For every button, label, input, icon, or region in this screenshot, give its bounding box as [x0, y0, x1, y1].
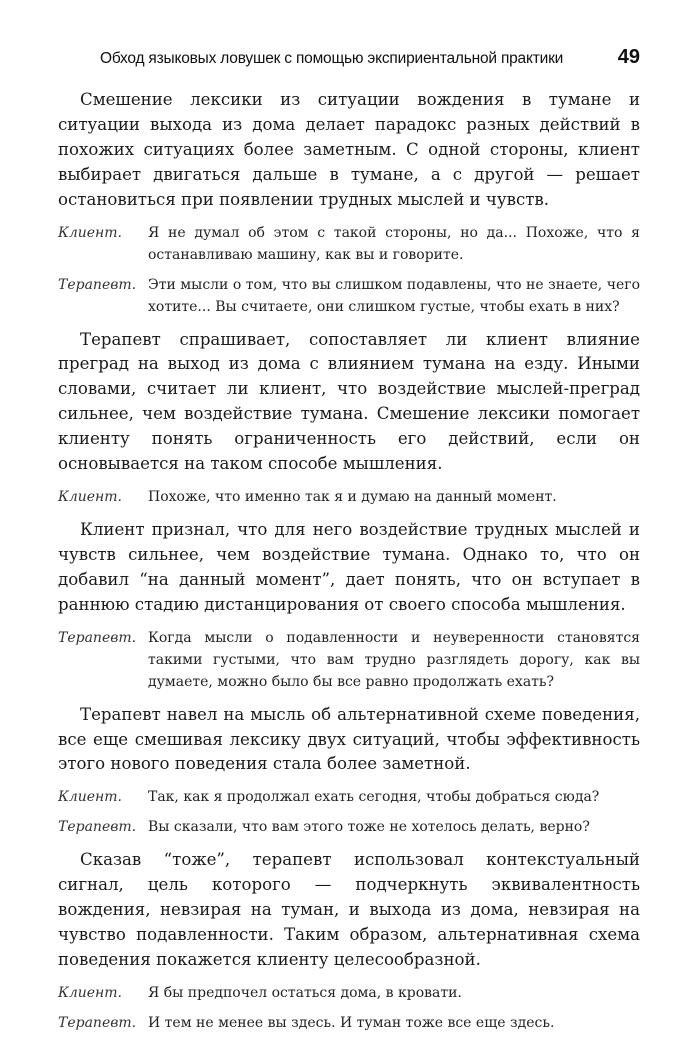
dialogue-block: [58, 627, 640, 693]
speaker-label: Клиент.: [58, 789, 122, 806]
speech-text: Вы сказали, что вам этого тоже не хотелось делать, верно?: [148, 819, 590, 836]
speaker-label: Терапевт.: [58, 276, 137, 293]
dialogue-block: [58, 982, 640, 1034]
speaker-label: Клиент.: [58, 224, 122, 241]
dialogue-turn: [58, 982, 640, 1004]
speech-text: И тем не менее вы здесь. И туман тоже все еще здесь.: [148, 1014, 555, 1031]
speaker-label: Терапевт.: [58, 1014, 137, 1031]
dialogue-turn: [58, 486, 640, 508]
dialogue-block: [58, 222, 640, 318]
speaker-label: Терапевт.: [58, 629, 137, 646]
speech-text: Так, как я продолжал ехать сегодня, чтобы добраться сюда?: [148, 789, 600, 806]
speech-text: Эти мысли о том, что вы слишком подавлены, что не знаете, чего хотите... Вы считаете, они слишком густые, чтобы ехать в них?: [148, 276, 640, 315]
page-header: [100, 47, 640, 75]
paragraph: Клиент признал, что для него воздействие трудных мыслей и чувств сильнее, чем воздействие тумана. Однако то, что он добавил “на данный момент”, дает понять, что он вступает в раннюю стадию дистанцирования от своего способа мышления.: [58, 519, 640, 614]
paragraph: Смешение лексики из ситуации вождения в тумане и ситуации выхода из дома делает парадокс разных действий в похожих ситуациях более заметным. С одной стороны, клиент выбирает двигаться дальше в тумане, а с другой — решает остановиться при появлении трудных мыслей и чувств.: [58, 90, 640, 209]
page-number: 49: [617, 46, 640, 68]
dialogue-turn: [58, 786, 640, 808]
speech-text: Я бы предпочел остаться дома, в кровати.: [148, 984, 462, 1001]
paragraph: Терапевт навел на мысль об альтернативной схеме поведения, все еще смешивая лексику двух ситуаций, чтобы эффективность этого нового поведения стала более заметной.: [58, 704, 640, 774]
running-title: Обход языковых ловушек с помощью экспириентальной практики: [100, 50, 564, 67]
dialogue-block: [58, 486, 640, 508]
speaker-label: Терапевт.: [58, 819, 137, 836]
paragraph: Терапевт спрашивает, сопоставляет ли клиент влияние преград на выход из дома с влиянием тумана на езду. Иными словами, считает ли клиент, что воздействие мыслей-преград сильнее, чем воздействие тумана. Смешение лексики помогает клиенту понять ограниченность его действий, если он основывается на таком способе мышления.: [58, 329, 640, 474]
dialogue-turn: [58, 274, 640, 318]
speaker-label: Клиент.: [58, 984, 122, 1001]
dialogue-block: [58, 786, 640, 838]
paragraph: Сказав “тоже”, терапевт использовал контекстуальный сигнал, цель которого — подчеркнуть эквивалентность вождения, невзирая на туман, и выхода из дома, невзирая на чувство подавленности. Таким образом, альтернативная схема поведения покажется клиенту целесообразной.: [58, 850, 640, 969]
speech-text: Я не думал об этом с такой стороны, но да... Похоже, что я останавливаю машину, как вы и говорите.: [148, 224, 640, 263]
speech-text: Когда мысли о подавленности и неуверенности становятся такими густыми, что вам трудно разглядеть дорогу, как вы думаете, можно было бы все равно продолжать ехать?: [148, 629, 640, 690]
dialogue-turn: [58, 816, 640, 838]
speech-text: Похоже, что именно так я и думаю на данный момент.: [148, 488, 557, 505]
dialogue-turn: [58, 627, 640, 693]
speaker-label: Клиент.: [58, 488, 122, 505]
page-body: [58, 88, 640, 1044]
dialogue-turn: [58, 222, 640, 266]
dialogue-turn: [58, 1012, 640, 1034]
